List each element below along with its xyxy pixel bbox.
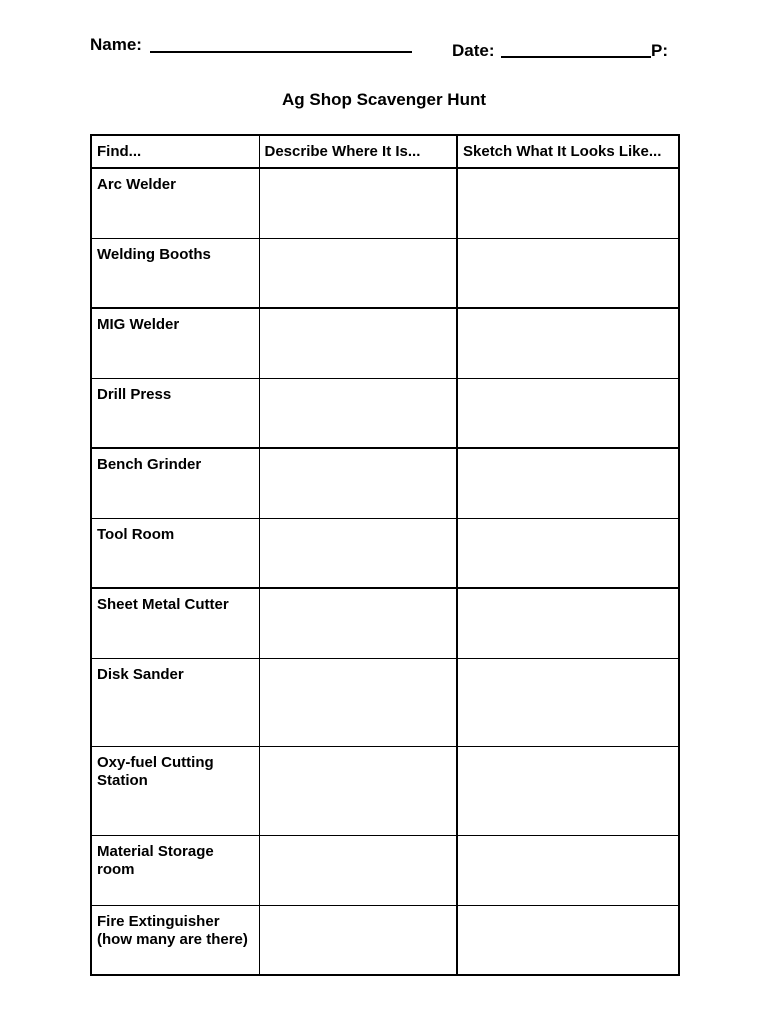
find-item-cell: Drill Press: [91, 378, 259, 448]
sketch-cell[interactable]: [457, 168, 679, 238]
table-header-row: [91, 135, 679, 168]
find-item-cell: Arc Welder: [91, 168, 259, 238]
column-header-find: Find...: [91, 135, 259, 168]
table-row: [91, 448, 679, 518]
sketch-cell[interactable]: [457, 658, 679, 746]
describe-cell[interactable]: [259, 518, 457, 588]
sketch-cell[interactable]: [457, 308, 679, 378]
sketch-cell[interactable]: [457, 905, 679, 975]
find-item-cell: MIG Welder: [91, 308, 259, 378]
describe-cell[interactable]: [259, 835, 457, 905]
column-header-sketch: Sketch What It Looks Like...: [457, 135, 679, 168]
find-item-cell: Material Storage room: [91, 835, 259, 905]
table-row: [91, 308, 679, 378]
sketch-cell[interactable]: [457, 518, 679, 588]
table-row: [91, 238, 679, 308]
find-item-cell: Tool Room: [91, 518, 259, 588]
date-blank-line[interactable]: [501, 56, 651, 58]
sketch-cell[interactable]: [457, 378, 679, 448]
table-row: [91, 746, 679, 835]
describe-cell[interactable]: [259, 588, 457, 658]
name-label: Name:: [90, 35, 142, 54]
period-label: P:: [651, 41, 668, 60]
describe-cell[interactable]: [259, 168, 457, 238]
describe-cell[interactable]: [259, 905, 457, 975]
column-header-describe: Describe Where It Is...: [259, 135, 457, 168]
table-row: [91, 378, 679, 448]
find-item-cell: Welding Booths: [91, 238, 259, 308]
scavenger-hunt-table: [90, 134, 680, 976]
table-row: [91, 168, 679, 238]
sketch-cell[interactable]: [457, 448, 679, 518]
name-blank-line[interactable]: [150, 51, 412, 53]
describe-cell[interactable]: [259, 378, 457, 448]
describe-cell[interactable]: [259, 746, 457, 835]
find-item-cell: Fire Extinguisher (how many are there): [91, 905, 259, 975]
find-item-cell: Oxy-fuel Cutting Station: [91, 746, 259, 835]
sketch-cell[interactable]: [457, 238, 679, 308]
sketch-cell[interactable]: [457, 588, 679, 658]
sketch-cell[interactable]: [457, 835, 679, 905]
find-item-cell: Disk Sander: [91, 658, 259, 746]
table-row: [91, 588, 679, 658]
find-item-cell: Sheet Metal Cutter: [91, 588, 259, 658]
sketch-cell[interactable]: [457, 746, 679, 835]
page-title: Ag Shop Scavenger Hunt: [281, 90, 487, 109]
date-label: Date:: [452, 41, 495, 60]
describe-cell[interactable]: [259, 308, 457, 378]
describe-cell[interactable]: [259, 238, 457, 308]
find-item-cell: Bench Grinder: [91, 448, 259, 518]
describe-cell[interactable]: [259, 448, 457, 518]
table-row: [91, 905, 679, 975]
table-row: [91, 658, 679, 746]
describe-cell[interactable]: [259, 658, 457, 746]
table-row: [91, 518, 679, 588]
table-row: [91, 835, 679, 905]
